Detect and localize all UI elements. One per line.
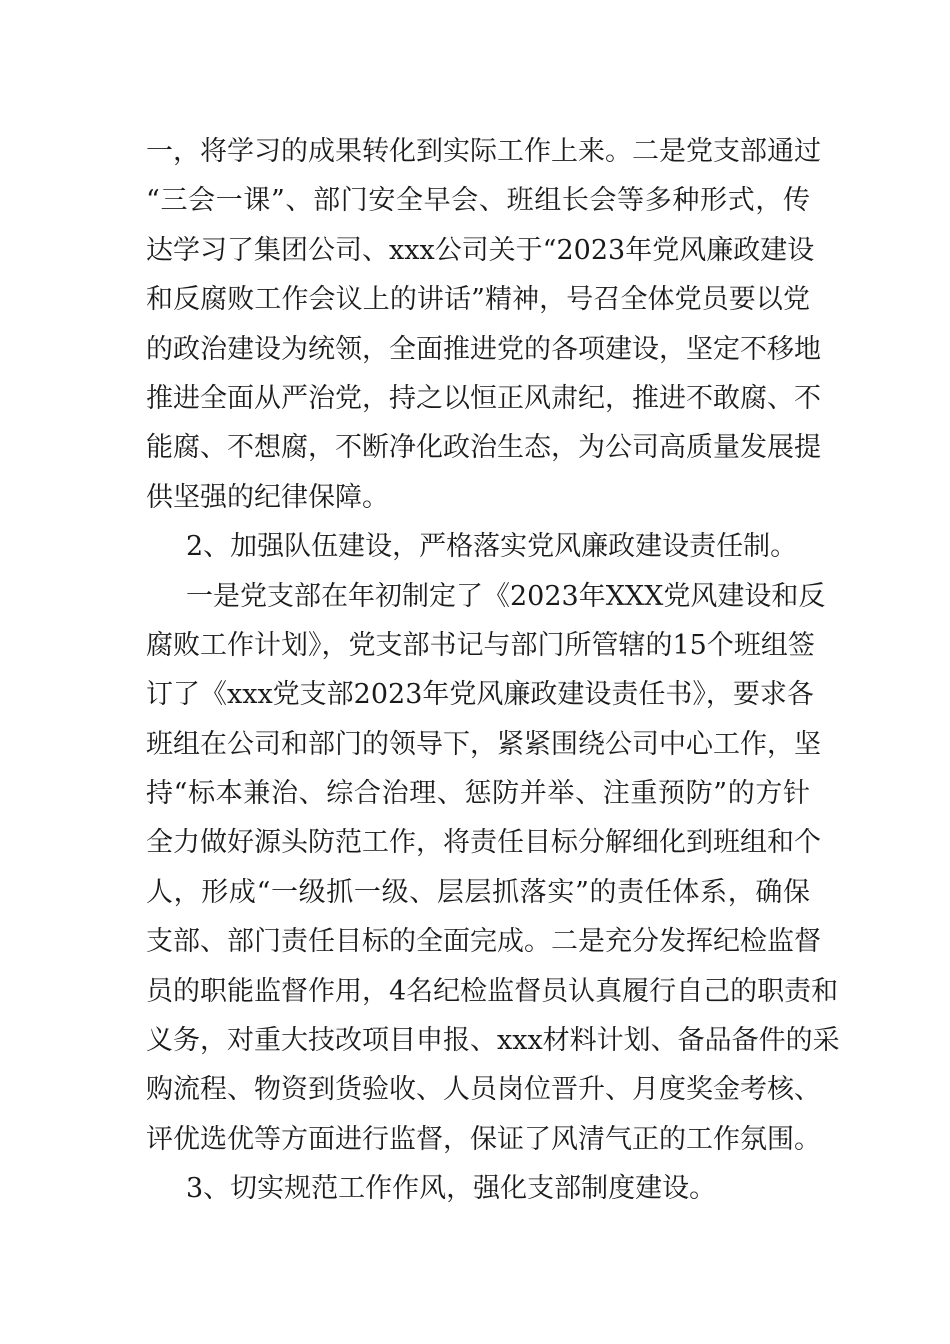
paragraph-line: 一，将学习的成果转化到实际工作上来。二是党支部通过 — [146, 136, 821, 167]
paragraph-line: 和反腐败工作会议上的讲话”精神，号召全体党员要以党 — [146, 284, 810, 316]
paragraph-1 — [146, 127, 821, 522]
document-body — [146, 127, 840, 1214]
paragraph-line: 能腐、不想腐，不断净化政治生态，为公司高质量发展提 — [146, 432, 821, 464]
section-heading-3: 3、切实规范工作作风，强化支部制度建设。 — [186, 1173, 717, 1205]
paragraph-line: 腐败工作计划》，党支部书记与部门所管辖的15个班组签 — [146, 629, 815, 661]
paragraph-line: 全力做好源头防范工作，将责任目标分解细化到班组和个 — [146, 827, 821, 859]
paragraph-line: 供坚强的纪律保障。 — [146, 481, 389, 513]
paragraph-line: 员的职能监督作用，4名纪检监督员认真履行自己的职责和 — [146, 975, 839, 1007]
paragraph-line: 达学习了集团公司、xxx公司关于“2023年党风廉政建设 — [146, 234, 815, 266]
paragraph-line: 订了《xxx党支部2023年党风廉政建设责任书》，要求各 — [146, 679, 814, 711]
paragraph-line: 持“标本兼治、综合治理、惩防并举、注重预防”的方针 — [146, 778, 810, 810]
paragraph-line: 购流程、物资到货验收、人员岗位晋升、月度奖金考核、 — [146, 1074, 821, 1106]
paragraph-line: “三会一课”、部门安全早会、班组长会等多种形式，传 — [146, 185, 810, 217]
paragraph-line: 人，形成“一级抓一级、层层抓落实”的责任体系，确保 — [146, 876, 810, 908]
paragraph-line: 一是党支部在年初制定了《2023年XXX党风建设和反 — [186, 580, 826, 612]
paragraph-line: 评优选优等方面进行监督，保证了风清气正的工作氛围。 — [146, 1123, 821, 1155]
paragraph-2 — [146, 572, 840, 1165]
paragraph-line: 推进全面从严治党，持之以恒正风肃纪，推进不敢腐、不 — [146, 382, 821, 414]
paragraph-line: 的政治建设为统领，全面推进党的各项建设，坚定不移地 — [146, 333, 821, 365]
paragraph-line: 支部、部门责任目标的全面完成。二是充分发挥纪检监督 — [146, 926, 821, 958]
paragraph-line: 班组在公司和部门的领导下，紧紧围绕公司中心工作，坚 — [146, 728, 821, 760]
section-heading-2: 2、加强队伍建设，严格落实党风廉政建设责任制。 — [186, 531, 798, 563]
paragraph-line: 义务，对重大技改项目申报、xxx材料计划、备品备件的采 — [146, 1025, 840, 1057]
